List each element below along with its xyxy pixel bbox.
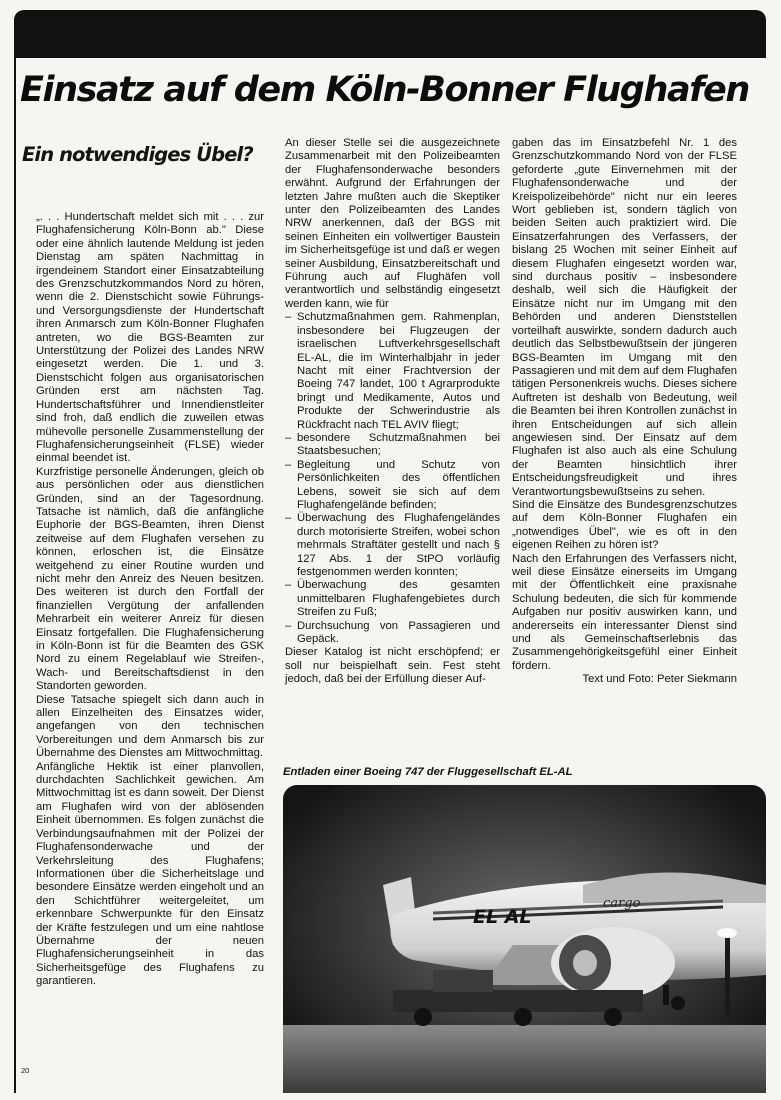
cargo-lettering: cargo — [603, 896, 641, 911]
pole-light — [717, 928, 737, 938]
photo-caption: Entladen einer Boeing 747 der Fluggesellschaft EL-AL — [283, 766, 573, 778]
top-black-band — [14, 10, 766, 58]
light-pole — [725, 935, 730, 1015]
landing-gear — [663, 985, 669, 1005]
list-item: – Begleitung und Schutz von Persönlichkeiten des öffentlichen Lebens, soweit sie sich auf dem Flughafengelände befinden; — [285, 459, 500, 513]
article-subheadline: Ein notwendiges Übel? — [22, 143, 253, 166]
paragraph: Nach den Erfahrungen des Verfassers nicht, weil diese Einsätze einerseits im Umgang mit der Öffentlichkeit eine praxisnahe Schulung bedeuten, die sich für kommende Aufgaben nur positiv auswirken kann, und andererseits ein interessanter Dienst sind und als Gemeinschaftserlebnis das Zusammengehörigkeitsgefühl einer Einheit fördern. — [512, 552, 737, 672]
paragraph: Dieser Katalog ist nicht erschöpfend; er soll nur beispielhaft sein. Fest steht jedoch, daß bei der Erfüllung dieser Auf- — [285, 646, 500, 686]
gear-wheel — [671, 996, 685, 1010]
paragraph: „. . . Hundertschaft meldet sich mit . . . zur Flughafensicherung Köln-Bonn ab." Diese oder eine ähnlich lautende Meldung ist jeden Dienstag am späten Nachmittag in irgendeinem Standort einer Einsatzabteilung des Grenzschutzkommandos Nord zu hören, wenn die 2. Dienstschicht sowie Führungs- und Versorgungsdienste der Hundertschaft ihren Anmarsch zum Köln-Bonner Flughafen antreten, wo die BGS-Beamten zur Unterstützung der Polizei des Landes NRW eingesetzt werden. Die 1. und 3. Dienstschicht folgen aus organisatorischen Gründen erst am nächsten Tag. Hundertschaftsführer und Innendienstleiter sind froh, daß endlich die zuweilen etwas mühevolle personelle Zusammenstellung der Flughafensicherungseinheit (FLSE) wieder einmal beendet ist. — [36, 211, 264, 465]
text-column-3 — [512, 137, 737, 687]
aircraft-photo — [283, 785, 766, 1093]
apron — [283, 1025, 766, 1093]
loader-cab — [433, 970, 493, 992]
engine-spinner — [573, 950, 597, 976]
paragraph: Sind die Einsätze des Bundesgrenzschutzes auf dem Köln-Bonner Flughafen ein „notwendiges Übel", wie es oft in den eigenen Reihen zu hören ist? — [512, 498, 737, 552]
paragraph: An dieser Stelle sei die ausgezeichnete Zusammenarbeit mit den Polizeibeamten der Flughafensonderwache besonders erwähnt. Aufgrund der Erfahrungen der letzten Jahre mußten auch die Skeptiker unter den Polizeibeamten des Landes NRW anerkennen, daß der BGS mit seinen Einheiten ein vollwertiger Baustein im Sicherheitsgefüge ist und daß er wegen seiner Ausbildung, Einsatzbereitschaft und Führung auch auf Flughäfen voll verantwortlich und selbständig eingesetzt werden kann, wie für — [285, 137, 500, 310]
page-number: 20 — [21, 1066, 30, 1075]
list-item: – besondere Schutzmaßnahmen bei Staatsbesuchen; — [285, 432, 500, 459]
paragraph: gaben das im Einsatzbefehl Nr. 1 des Grenzschutzkommando Nord von der FLSE geforderte „gute Einvernehmen mit der Flughafensonderwache und der Kreispolizeibehörde" nicht nur ein leeres Wort geblieben ist, sondern täglich von beiden Seiten auch praktiziert wird. Die Einsatzerfahrungen des Verfassers, der bislang 25 Wochen mit seiner Einheit auf diesem Flughafen eingesetzt worden war, sind durchaus positiv – insbesondere deshalb, weil sich die Häufigkeit der Einsätze nicht nur im Umgang mit den Behörden und anderen Dienststellen vorteilhaft auswirkte, sondern dadurch auch deutlich das Selbstbewußtsein der jüngeren BGS-Beamten im Umgang mit den Passagieren und mit dem auf dem Flughafen tätigen Personenkreis wuchs. Dieses sichere Auftreten ist deshalb von Bedeutung, weil die Beamten bei ihren Kontrollen zunächst in ihren Entscheidungen auf sich allein angewiesen sind. Der Einsatz auf dem Flughafen ist also auch als eine Schulung der Beamten hinsichtlich ihrer Entscheidungsfreudigkeit und ihres Verantwortungsbewußtseins zu sehen. — [512, 137, 737, 498]
wheel — [414, 1008, 432, 1026]
loader-truck — [393, 990, 643, 1012]
paragraph: Anfängliche Hektik ist einer planvollen, durchdachten Sachlichkeit gewichen. Am Mittwochmittag ist es dann soweit. Der Dienst am Flughafen wird von der ablösenden Einheit übernommen. Es folgen zunächst die Verbindungsaufnahmen mit der Polizei der Flughafensonderwache und der Verkehrsleitung des Flughafens; Informationen über die Sicherheitslage und besondere Einsätze werden eingeholt und an den Schichtführer weitergeleitet, um erkennbare Schwerpunkte für den Einsatz der Kräfte festzulegen und um eine nahtlose Übernahme der neuen Flughafensicherungseinheit in das Sicherheitsgefüge des Flughafens zu garantieren. — [36, 760, 264, 988]
list-item: – Überwachung des gesamten unmittelbaren Flughafengebietes durch Streifen zu Fuß; — [285, 579, 500, 619]
text-column-1 — [36, 211, 264, 989]
list-item: – Überwachung des Flughafengeländes durch motorisierte Streifen, wobei schon mehrmals Straftäter gestellt und nach § 127 Abs. 1 der StPO vorläufig festgenommen werden konnten; — [285, 512, 500, 579]
article-headline: Einsatz auf dem Köln-Bonner Flughafen — [20, 70, 749, 110]
left-rule — [14, 58, 16, 1093]
wheel — [514, 1008, 532, 1026]
paragraph: Diese Tatsache spiegelt sich dann auch in allen Einzelheiten des Einsatzes wider, angefangen von den technischen Vorbereitungen und dem Anmarsch bis zur Übernahme des Dienstes am Mittwochmittag. — [36, 693, 264, 760]
author-credit: Text und Foto: Peter Siekmann — [582, 673, 737, 686]
measures-list — [285, 311, 500, 646]
airline-livery: EL AL — [473, 906, 532, 928]
list-item: – Durchsuchung von Passagieren und Gepäck. — [285, 620, 500, 647]
wheel — [604, 1008, 622, 1026]
paragraph: Kurzfristige personelle Änderungen, gleich ob aus persönlichen oder aus dienstlichen Gründen, sind an der Tagesordnung. Tatsache ist nämlich, daß die anfängliche Euphorie der BGS-Beamten, ihren Dienst zeitweise auf dem Flughafen versehen zu können, erloschen ist, die Einsätze weitgehend zu einer Routine wurden und nicht mehr den Anreiz des Neuen besitzen. Des weiteren ist durch den Fortfall der finanziellen Vergütung der anfallenden Mehrarbeit ein weiterer Anreiz für diesen Einsatz fortgefallen. Die Flughafensicherung in Köln-Bonn ist für die Beamten des GSK Nord zu einem Regelablauf wie Streifen-, Wach- und Bereitschaftsdienst in den Standorten geworden. — [36, 465, 264, 693]
text-column-2 — [285, 137, 500, 687]
list-item: – Schutzmaßnahmen gem. Rahmenplan, insbesondere bei Flugzeugen der israelischen Luftverkehrsgesellschaft EL-AL, die im Winterhalbjahr in jeder Nacht mit einer Frachtversion der Boeing 747 landet, 100 t Agrarprodukte bringt und Medikamente, Autos und Produkte der Schwerindustrie als Rückfracht nach TEL AVIV fliegt; — [285, 311, 500, 432]
